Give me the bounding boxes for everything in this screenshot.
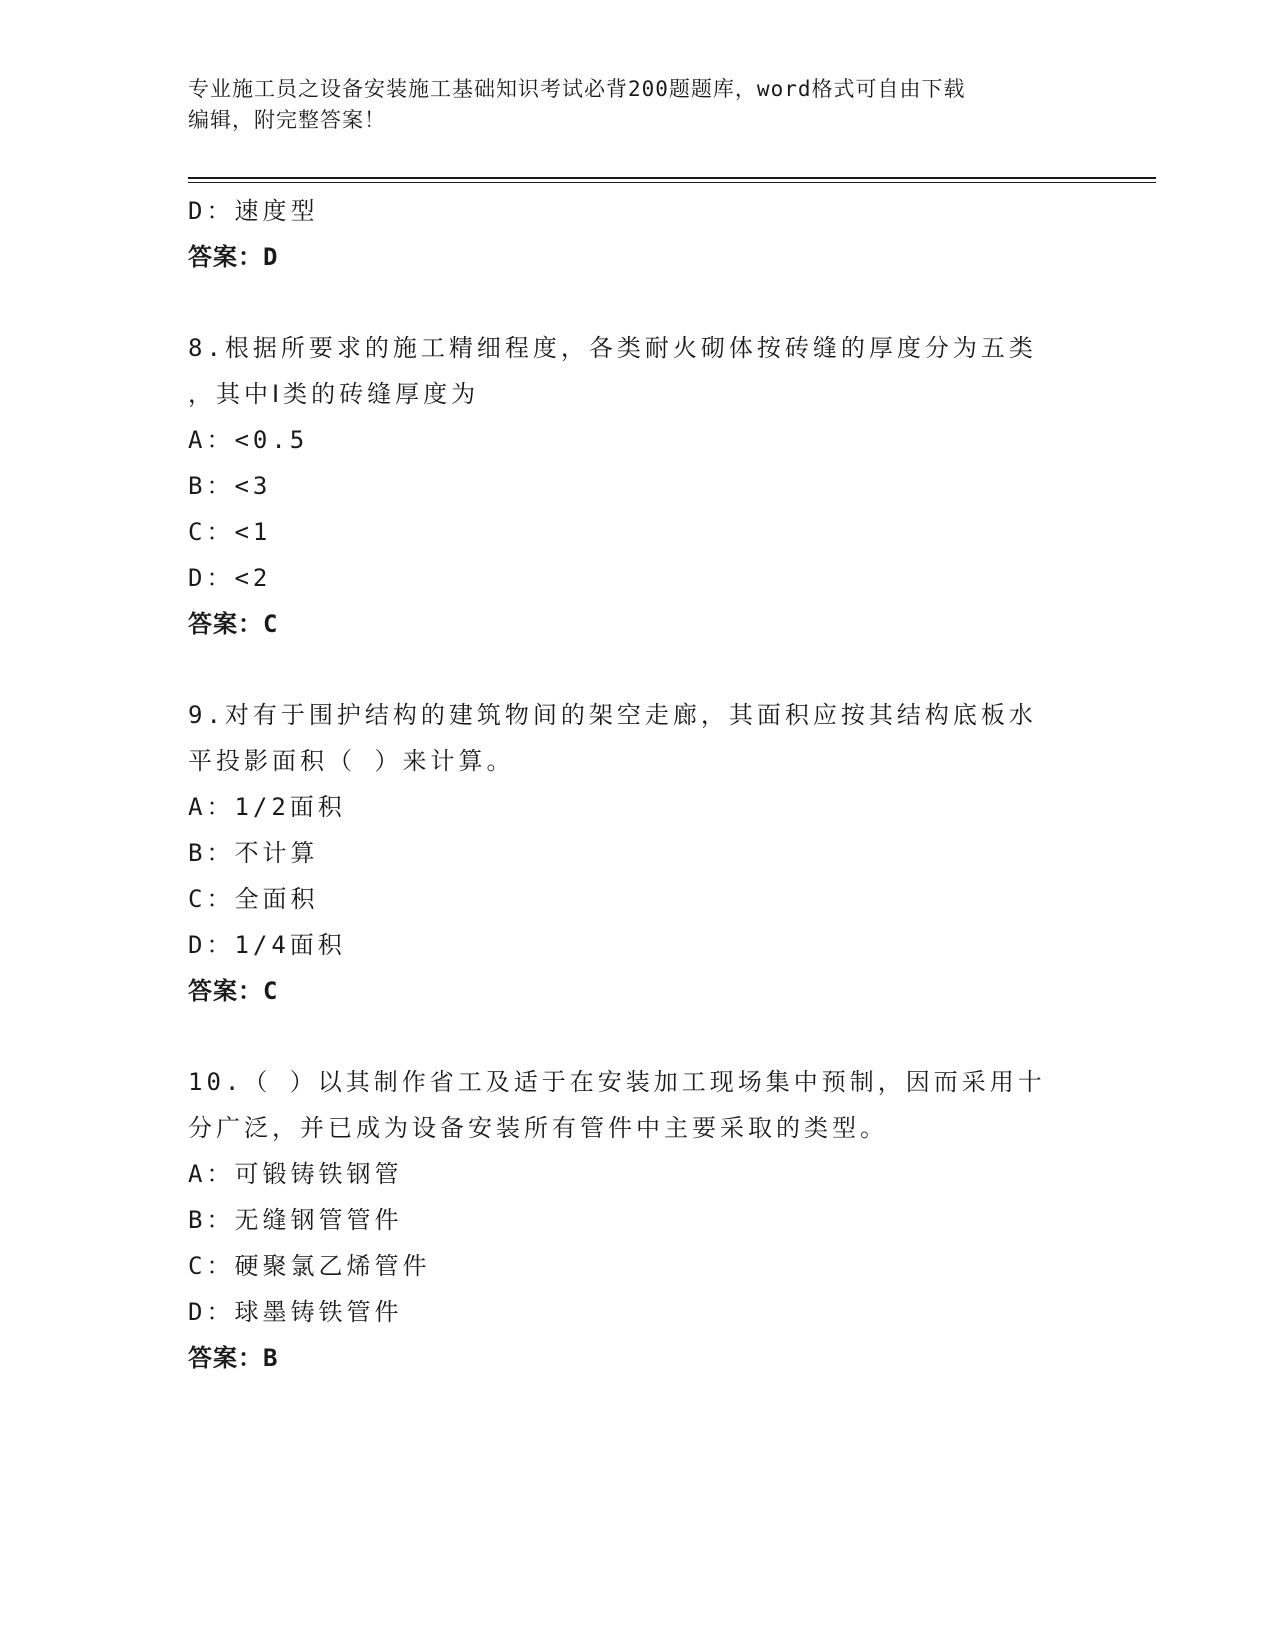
option-b: B：<3 (188, 472, 272, 500)
question-stem-line: 10.（ ）以其制作省工及适于在安装加工现场集中预制，因而采用十 (188, 1068, 1046, 1096)
question-10 (188, 1059, 1068, 1381)
header-divider-thin (188, 182, 1156, 183)
option-c: C：全面积 (188, 885, 319, 913)
option-b: B：无缝钢管管件 (188, 1206, 403, 1234)
question-content (188, 188, 1068, 1381)
header-line-1: 专业施工员之设备安装施工基础知识考试必背200题题库，word格式可自由下载 (188, 77, 966, 101)
option-a: A：<0.5 (188, 426, 309, 454)
option-d: D：速度型 (188, 197, 319, 225)
option-a: A：1/2面积 (188, 793, 346, 821)
header-line-2: 编辑，附完整答案！ (188, 108, 386, 132)
question-stem-line: 9.对有于围护结构的建筑物间的架空走廊，其面积应按其结构底板水 (188, 701, 1037, 729)
question-8 (188, 325, 1068, 647)
page-header (188, 74, 1068, 136)
option-d: D：<2 (188, 564, 272, 592)
question-7-tail (188, 188, 1068, 280)
option-b: B：不计算 (188, 839, 319, 867)
option-c: C：硬聚氯乙烯管件 (188, 1252, 431, 1280)
option-c: C：<1 (188, 518, 272, 546)
question-stem-line: 8.根据所要求的施工精细程度，各类耐火砌体按砖缝的厚度分为五类 (188, 334, 1037, 362)
option-d: D：1/4面积 (188, 931, 346, 959)
spacer (188, 280, 1068, 325)
spacer (188, 1014, 1068, 1059)
option-a: A：可锻铸铁钢管 (188, 1160, 403, 1188)
answer-line: 答案：C (188, 610, 279, 638)
answer-line: 答案：C (188, 977, 279, 1005)
answer-line: 答案：D (188, 243, 279, 271)
question-9 (188, 692, 1068, 1014)
question-stem-line: 分广泛，并已成为设备安装所有管件中主要采取的类型。 (188, 1114, 888, 1142)
answer-line: 答案：B (188, 1344, 279, 1372)
question-stem-line: ，其中Ⅰ类的砖缝厚度为 (188, 380, 480, 408)
question-stem-line: 平投影面积（ ）来计算。 (188, 747, 515, 775)
spacer (188, 647, 1068, 692)
header-divider-thick (188, 177, 1156, 179)
option-d: D：球墨铸铁管件 (188, 1298, 403, 1326)
